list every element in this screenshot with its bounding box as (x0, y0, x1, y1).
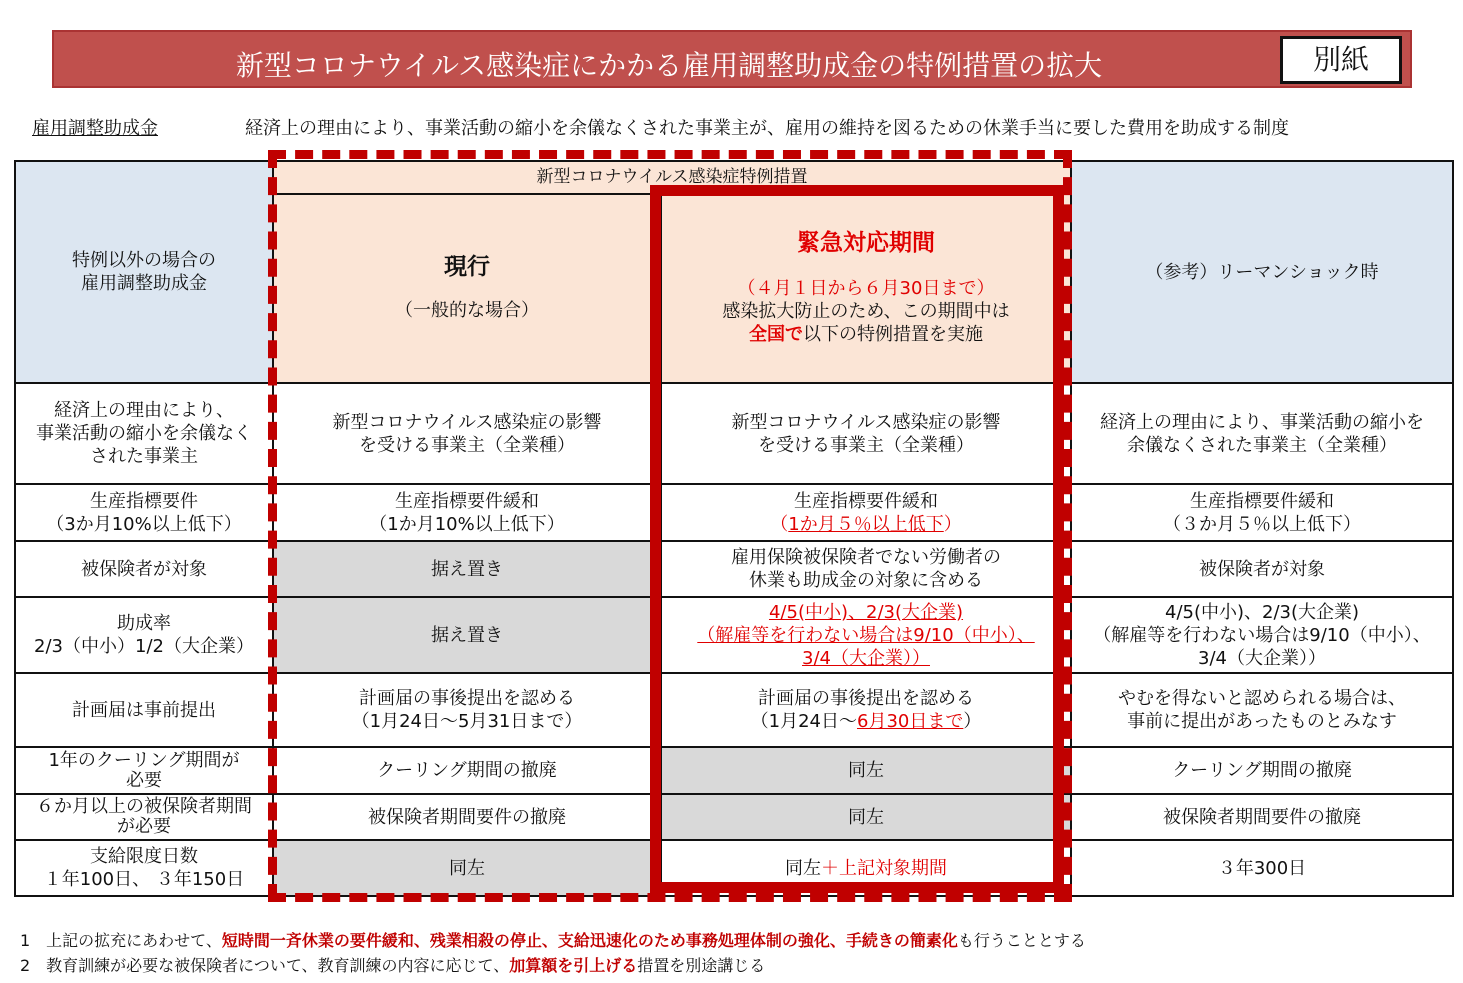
current-cell: クーリング期間の撤廃 (273, 747, 661, 794)
note-text: 2 教育訓練が必要な被保険者について、教育訓練の内容に応じて、 (20, 956, 510, 975)
header-special: 新型コロナウイルス感染症特例措置 (273, 161, 1071, 194)
table-row (15, 747, 1453, 794)
emergency-cell (661, 673, 1071, 747)
note-2 (20, 953, 765, 976)
emergency-cell: 4/5(中小)、2/3(大企業) （解雇等を行わない場合は9/10（中小）、 3/4（大企業）） (661, 597, 1071, 673)
current-title: 現行 (444, 253, 490, 280)
header-standard: 特例以外の場合の 雇用調整助成金 (15, 161, 273, 383)
row-label: 1年のクーリング期間が 必要 (15, 747, 273, 794)
reference-cell: やむを得ないと認められる場合は、 事前に提出があったものとみなす (1071, 673, 1453, 747)
emergency-cell: 雇用保険被保険者でない労働者の 休業も助成金の対象に含める (661, 541, 1071, 597)
reference-cell: クーリング期間の撤廃 (1071, 747, 1453, 794)
current-cell: 生産指標要件緩和 （1か月10%以上低下） (273, 484, 661, 541)
current-sub: （一般的な場合） (395, 299, 539, 321)
current-cell: 据え置き (273, 597, 661, 673)
reference-cell: 4/5(中小)、2/3(大企業) （解雇等を行わない場合は9/10（中小）、 3/4（大企業）） (1071, 597, 1453, 673)
header-emergency (661, 194, 1071, 383)
current-cell: 据え置き (273, 541, 661, 597)
current-cell: 新型コロナウイルス感染症の影響 を受ける事業主（全業種） (273, 383, 661, 484)
emergency-cell: 同左 (661, 747, 1071, 794)
attachment-badge: 別紙 (1280, 36, 1402, 84)
row-label: 計画届は事前提出 (15, 673, 273, 747)
header-current (273, 194, 661, 383)
note-text: も行うこととする (957, 931, 1086, 950)
emergency-highlight: ＋上記対象期間 (821, 857, 947, 879)
header-reference: （参考）リーマンショック時 (1071, 161, 1453, 383)
emergency-desc: 感染拡大防止のため、この期間中は (722, 300, 1010, 322)
emergency-cell: 新型コロナウイルス感染症の影響 を受ける事業主（全業種） (661, 383, 1071, 484)
emergency-cell: 同左 (661, 794, 1071, 840)
paren: ） (943, 513, 962, 535)
definition-label: 雇用調整助成金 (32, 118, 158, 139)
emergency-highlight: 1か月５％以上低下 (788, 513, 944, 535)
definition-text: 経済上の理由により、事業活動の縮小を余儀なくされた事業主が、雇用の維持を図るための休業手当に要した費用を助成する制度 (245, 118, 1289, 139)
reference-cell: 被保険者が対象 (1071, 541, 1453, 597)
emergency-start: （1月24日～ (750, 711, 857, 732)
note-text: 1 上記の拡充にあわせて、 (20, 931, 222, 950)
emergency-highlight: 6月30日まで (857, 711, 964, 732)
current-cell: 被保険者期間要件の撤廃 (273, 794, 661, 840)
emergency-line: 生産指標要件緩和 (794, 490, 938, 512)
reference-cell: 生産指標要件緩和 （３か月５％以上低下） (1071, 484, 1453, 541)
row-label: 生産指標要件 （3か月10%以上低下） (15, 484, 273, 541)
table-row (15, 597, 1453, 673)
current-cell: 計画届の事後提出を認める （1月24日～5月31日まで） (273, 673, 661, 747)
paren: ） (963, 711, 982, 732)
reference-cell: 経済上の理由により、事業活動の縮小を 余儀なくされた事業主（全業種） (1071, 383, 1453, 484)
emergency-title: 緊急対応期間 (797, 229, 935, 256)
emergency-cell (661, 484, 1071, 541)
page-title: 新型コロナウイルス感染症にかかる雇用調整助成金の特例措置の拡大 (235, 49, 1103, 82)
row-label: 支給限度日数 １年100日、 ３年150日 (15, 840, 273, 896)
emergency-cell (661, 840, 1071, 896)
emergency-period: （４月１日から６月30日まで） (737, 277, 995, 299)
comparison-table (14, 160, 1454, 897)
row-label: 経済上の理由により、 事業活動の縮小を余儀なく された事業主 (15, 383, 273, 484)
row-label: 被保険者が対象 (15, 541, 273, 597)
note-1 (20, 928, 1086, 951)
emergency-same: 同左 (785, 857, 821, 879)
table-row (15, 383, 1453, 484)
row-label: 助成率 2/3（中小）1/2（大企業） (15, 597, 273, 673)
emergency-line: 計画届の事後提出を認める (758, 688, 974, 709)
title-banner (52, 30, 1412, 88)
note-highlight: 短時間一斉休業の要件緩和、残業相殺の停止、支給迅速化のため事務処理体制の強化、手続きの簡素化 (221, 931, 958, 950)
note-highlight: 加算額を引上げる (509, 956, 638, 975)
reference-cell: ３年300日 (1071, 840, 1453, 896)
table-row (15, 484, 1453, 541)
reference-cell: 被保険者期間要件の撤廃 (1071, 794, 1453, 840)
row-label: ６か月以上の被保険者期間 が必要 (15, 794, 273, 840)
table-row (15, 794, 1453, 840)
emergency-desc2: 以下の特例措置を実施 (803, 323, 983, 345)
current-cell: 同左 (273, 840, 661, 896)
paren: （ (770, 513, 789, 535)
note-text: 措置を別途講じる (637, 956, 766, 975)
emergency-nationwide: 全国で (749, 323, 803, 345)
table-row (15, 840, 1453, 896)
table-row (15, 541, 1453, 597)
table-row (15, 673, 1453, 747)
